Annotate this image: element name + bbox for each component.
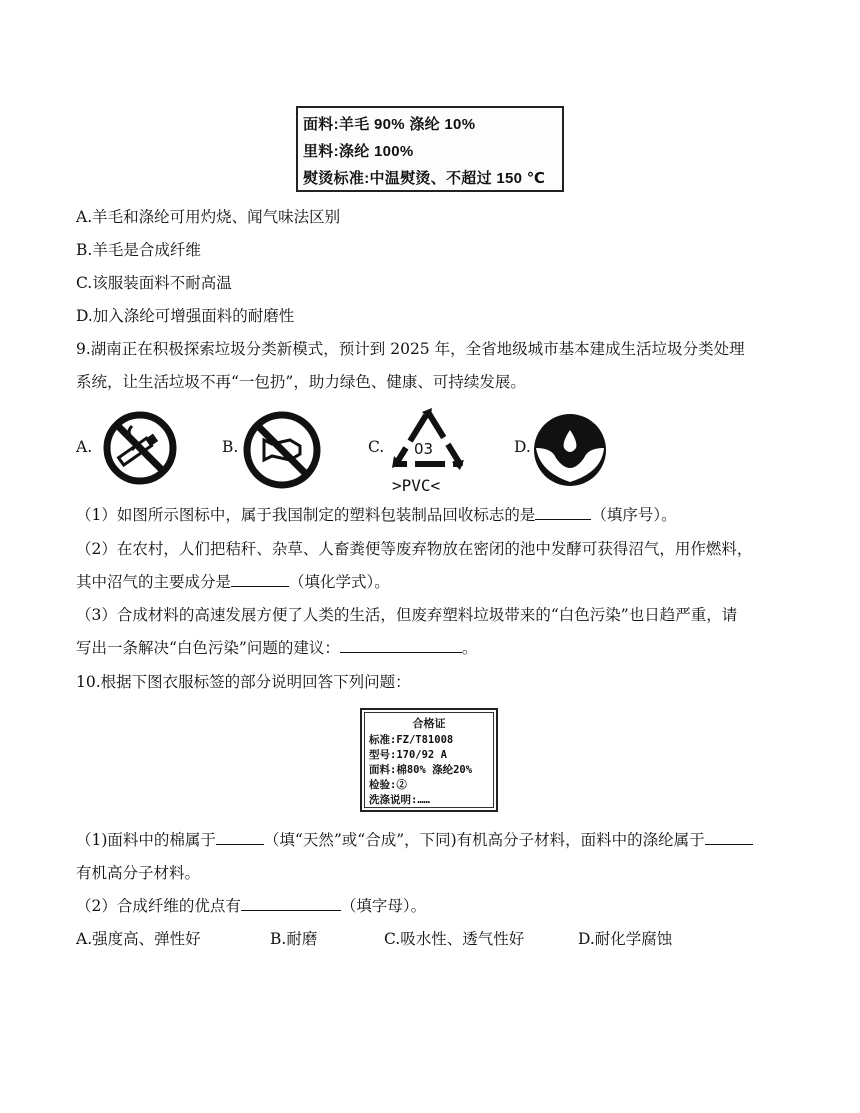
label1-line3: 熨烫标准:中温熨烫、不超过 150 ℃ [303,170,546,187]
q9-sub2-line2 [76,571,390,593]
q9-sub1-tail: （填序号）。 [591,506,677,524]
q9-sub2-blank[interactable] [231,572,289,587]
cert-fabric: 面料:棉80% 涤纶20% [369,764,473,776]
q10-options [76,928,672,950]
q10-sub1-blank1[interactable] [216,830,264,845]
q10-option-b: B.耐磨 [270,930,318,948]
certificate-label-image [360,708,498,812]
q9-sub3-line1: （3）合成材料的高速发展方便了人类的生活，但废弃塑料垃圾带来的“白色污染”也日趋严重，请 [76,606,738,624]
q10-sub2 [76,895,426,917]
q9-icon-row [76,410,776,495]
q9-sub3-line2 [76,637,477,659]
q9-sub3-tail: 。 [461,639,478,657]
no-honking-icon [242,410,322,490]
fabric-label-image [296,106,564,192]
cert-inspection: 检验:② [369,779,407,791]
icon-label-a: A. [76,438,93,456]
q10-stem: 10.根据下图衣服标签的部分说明回答下列问题： [76,673,411,691]
q10-option-d: D.耐化学腐蚀 [578,930,673,948]
recycle-code: >PVC< [392,476,441,495]
q10-option-c: C.吸水性、透气性好 [384,930,525,948]
q10-sub1-mid: （填“天然”或“合成”，下同)有机高分子材料，面料中的涤纶属于 [263,831,705,849]
icon-label-c: C. [368,438,385,456]
q10-sub2-blank[interactable] [241,896,341,911]
recycle-number: 03 [414,440,434,458]
q9-sub3-blank[interactable] [340,638,462,653]
icon-label-b: B. [222,438,239,456]
cert-model: 型号:170/92 A [369,749,447,761]
q8-option-d: D.加入涤纶可增强面料的耐磨性 [76,307,295,325]
q8-option-c: C.该服装面料不耐高温 [76,274,232,292]
q9-stem-line2: 系统，让生活垃圾不再“一包扔”，助力绿色、健康、可持续发展。 [76,373,526,391]
q10-sub1-text: （1)面料中的棉属于 [76,831,216,849]
water-saving-icon [532,412,608,488]
no-smoking-icon [102,410,178,486]
q9-sub1-blank[interactable] [535,505,591,520]
q9-sub2-line1: （2）在农村，人们把秸秆、杂草、人畜粪便等废弃物放在密闭的池中发酵可获得沼气，用作燃料， [76,540,753,558]
q10-sub2-text: （2）合成纤维的优点有 [76,897,241,915]
q8-option-a: A.羊毛和涤纶可用灼烧、闻气味法区别 [76,208,341,226]
q10-option-a: A.强度高、弹性好 [76,930,201,948]
cert-washing: 洗涤说明:…… [369,794,430,806]
q9-sub2-text: 其中沼气的主要成分是 [76,573,232,591]
q9-sub2-tail: （填化学式）。 [289,573,390,591]
cert-standard: 标准:FZ/T81008 [369,734,454,746]
q9-sub3-text: 写出一条解决“白色污染”问题的建议： [76,639,340,657]
q10-sub1-line1 [76,829,753,851]
cert-title: 合格证 [412,717,446,730]
q10-sub1-blank2[interactable] [705,830,753,845]
q9-sub1 [76,504,677,526]
q10-sub2-tail: （填字母）。 [340,897,427,915]
q10-sub1-line2: 有机高分子材料。 [76,864,201,882]
q9-stem-line1: 9.湖南正在积极探索垃圾分类新模式，预计到 2025 年，全省地级城市基本建成生活垃圾分类处理 [76,340,745,358]
label1-line1: 面料:羊毛 90% 涤纶 10% [303,116,476,133]
q9-sub1-text: （1）如图所示图标中，属于我国制定的塑料包装制品回收标志的是 [76,506,536,524]
icon-label-d: D. [514,438,531,456]
q8-option-b: B.羊毛是合成纤维 [76,241,201,259]
label1-line2: 里料:涤纶 100% [303,143,414,160]
